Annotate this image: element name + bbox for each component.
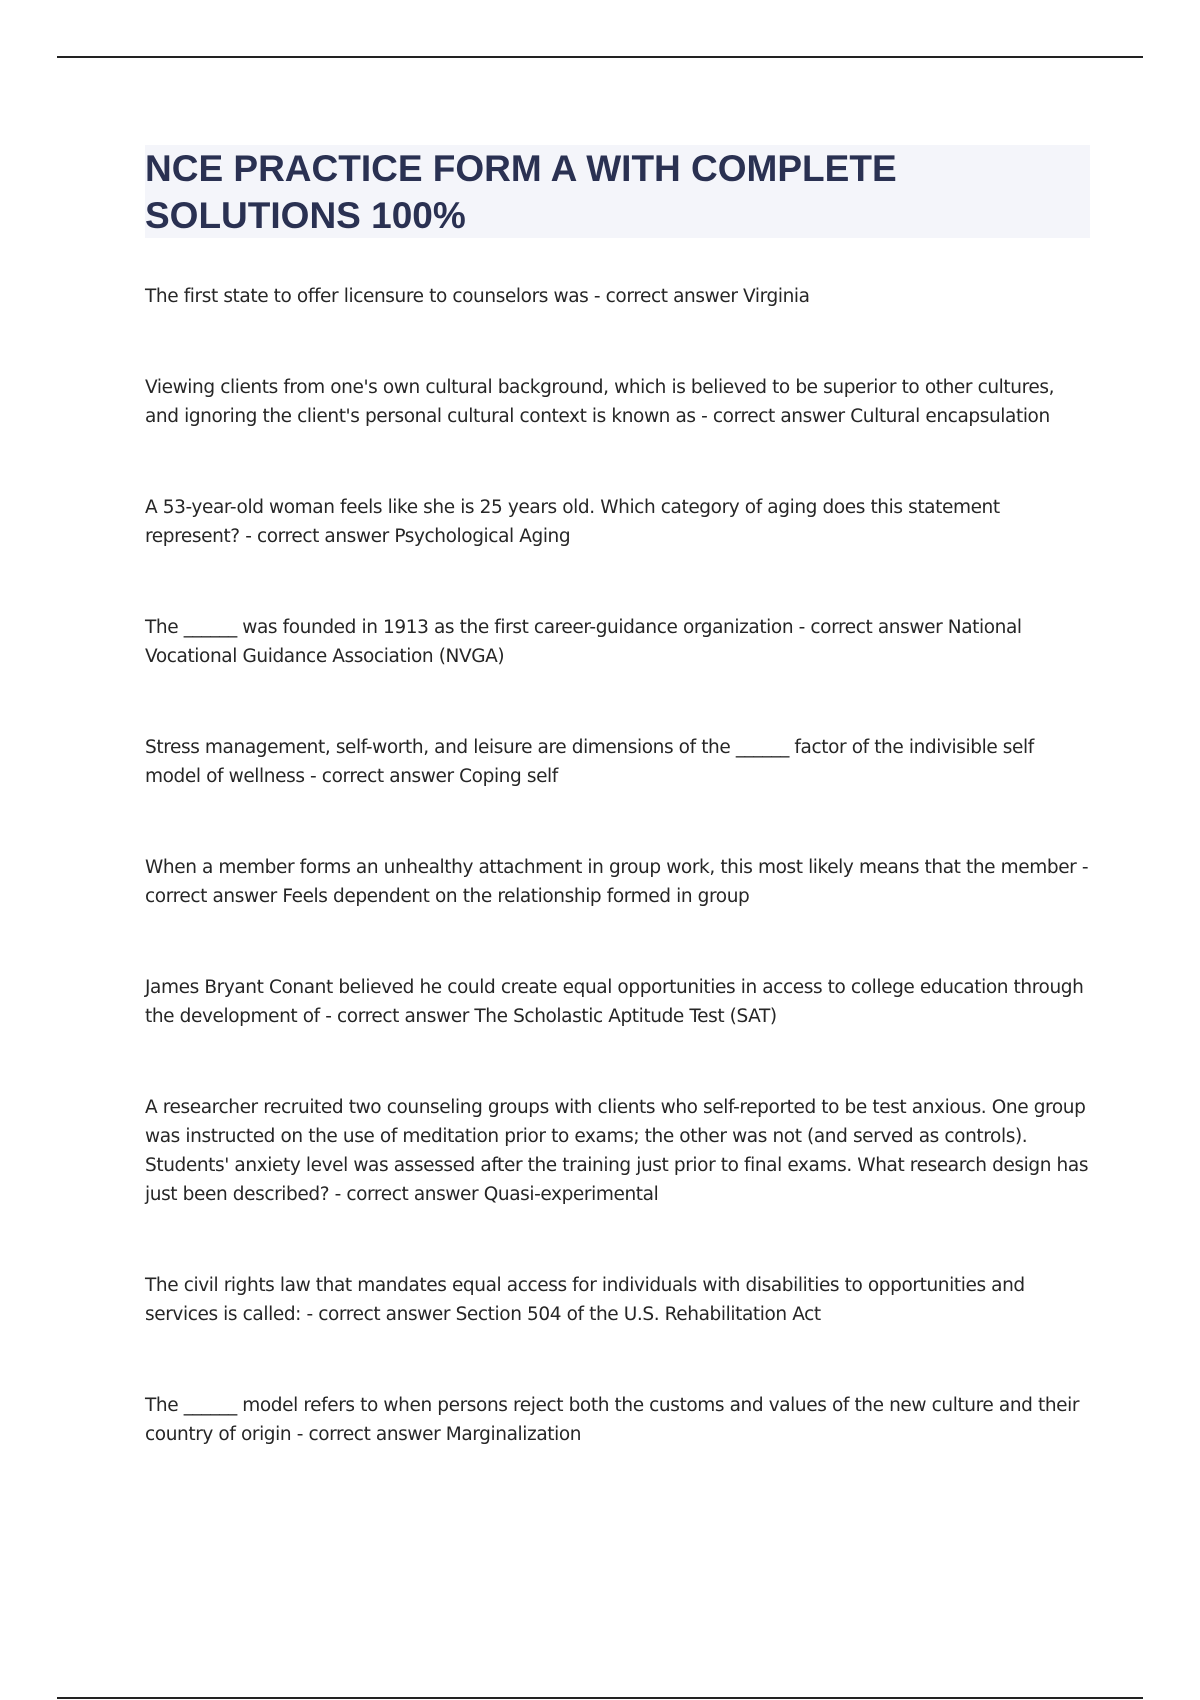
qa-item-5: Stress management, self-worth, and leisure are dimensions of the ______ factor of the indivisible self model of wellness - correct answer Coping self: [145, 737, 1034, 787]
qa-item-8: A researcher recruited two counseling groups with clients who self-reported to be test anxious. One group was instructed on the use of meditation prior to exams; the other was not (and served as controls). Students' anxiety level was assessed after the training just prior to final exams. What research design has just been described? - correct answer Quasi-experimental: [145, 1097, 1089, 1205]
title-banner: [145, 145, 1090, 238]
qa-item-10: The ______ model refers to when persons reject both the customs and values of the new culture and their country of origin - correct answer Marginalization: [145, 1395, 1080, 1445]
qa-item-4: The ______ was founded in 1913 as the first career-guidance organization - correct answer National Vocational Guidance Association (NVGA): [145, 617, 1022, 667]
document-title: NCE PRACTICE FORM A WITH COMPLETE SOLUTIONS 100%: [145, 148, 897, 236]
qa-item-9: The civil rights law that mandates equal access for individuals with disabilities to opportunities and services is called: - correct answer Section 504 of the U.S. Rehabilitation Act: [145, 1275, 1025, 1325]
top-divider: [57, 56, 1143, 58]
qa-item-6: When a member forms an unhealthy attachment in group work, this most likely means that the member - correct answer Feels dependent on the relationship formed in group: [145, 857, 1089, 907]
qa-item-3: A 53-year-old woman feels like she is 25 years old. Which category of aging does this statement represent? - correct answer Psychological Aging: [145, 497, 1000, 547]
qa-item-7: James Bryant Conant believed he could create equal opportunities in access to college education through the development of - correct answer The Scholastic Aptitude Test (SAT): [145, 977, 1084, 1027]
qa-item-1: The first state to offer licensure to counselors was - correct answer Virginia: [145, 286, 810, 307]
bottom-divider: [57, 1697, 1143, 1699]
qa-item-2: Viewing clients from one's own cultural background, which is believed to be superior to other cultures, and ignoring the client's personal cultural context is known as - correct answer Cultural encapsulation: [145, 377, 1055, 427]
